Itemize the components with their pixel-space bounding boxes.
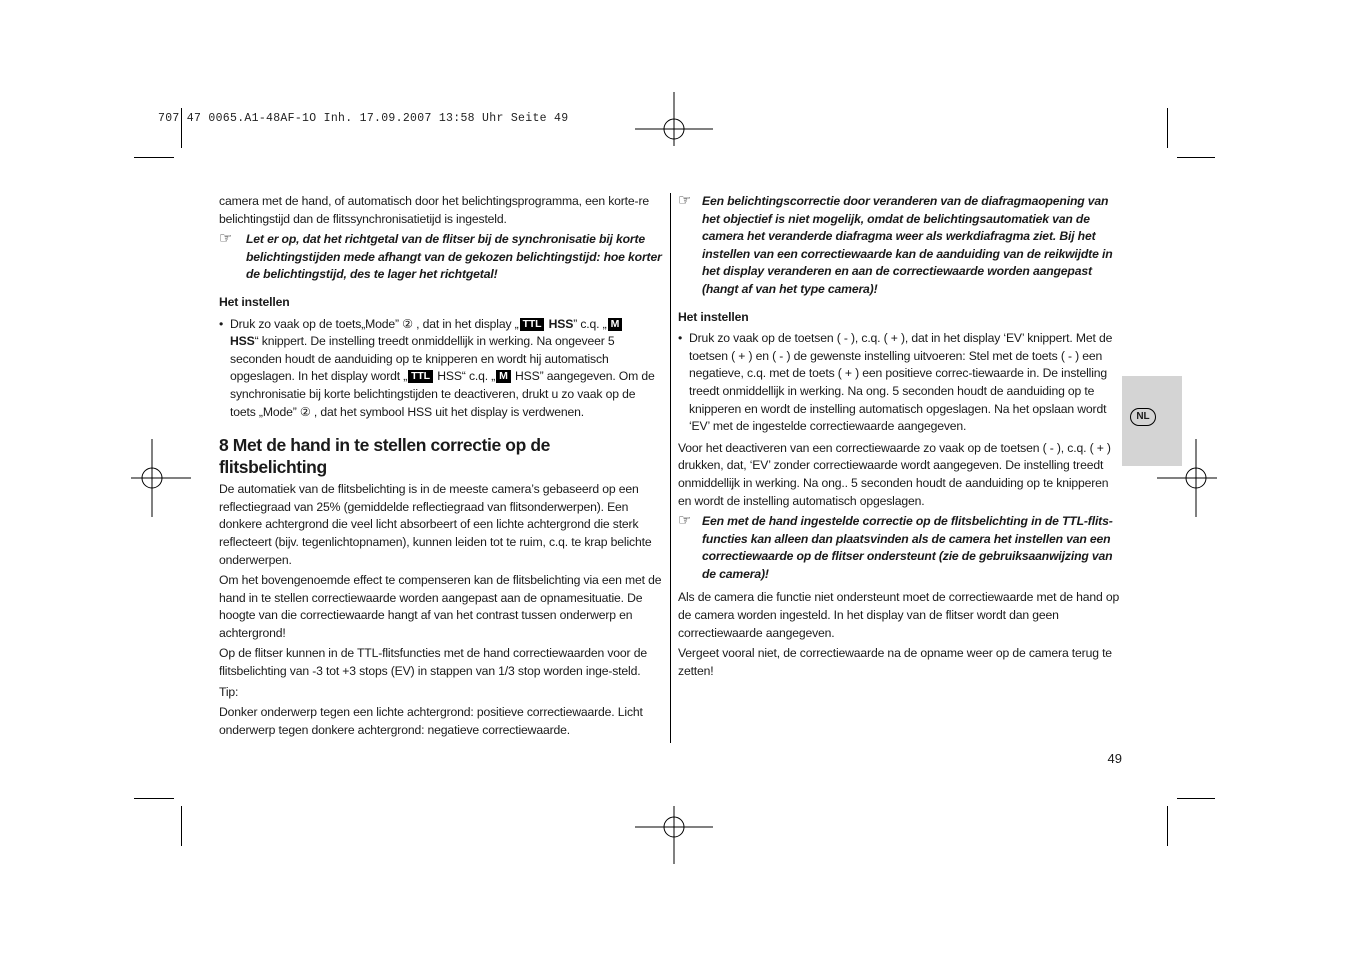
pointing-hand-icon: ☞: [678, 512, 692, 530]
pointing-hand-icon: ☞: [219, 230, 233, 248]
note: [678, 513, 1121, 583]
m-badge: M: [496, 370, 511, 383]
paragraph: Voor het deactiveren van een correctiewaarde zo vaak op de toetsen ( - ), c.q. ( + ) drukken, dat, ‘EV’ zonder correctiewaarde wordt aangegeven. De instelling treedt onmiddellijk in werking. Na ong.. 5 seconden houdt de aanduiding op te knipperen en wordt de instelling automatisch opgeslagen.: [678, 440, 1111, 508]
crop-mark: [1177, 157, 1215, 158]
crop-mark: [181, 108, 182, 148]
paragraph: Als de camera die functie niet ondersteunt moet de correctiewaarde met de hand op de camera worden ingesteld. In het display van de flitser wordt dan geen correctiewaarde aangegeven.: [678, 590, 1120, 640]
bullet-icon: •: [219, 316, 224, 331]
subheading: Het instellen: [678, 309, 749, 324]
crop-mark: [134, 157, 174, 158]
paragraph: De automatiek van de flitsbelichting is in de meeste camera’s gebaseerd op een reflectiegraad van 25% (gemiddelde reflectiegraad van flitsonderwerpen). Een donkere achtergrond die veel licht absorbeert of een lichte achtergrond die sterk reflecteert (bijv. tegenlichtopnamen), kunnen leiden tot te ruim, c.q. te krap belichte onderwerpen.: [219, 482, 652, 567]
paragraph: Om het bovengenoemde effect te compenseren kan de flitsbelichting via een met de hand in te stellen correctiewaarde worden aangepast aan de opnamesituatie. De hoogte van die correctiewaarde hangt af van het contrast tussen onderwerp en achtergrond!: [219, 573, 662, 640]
subheading: Het instellen: [219, 294, 290, 309]
paragraph: Vergeet vooral niet, de correctiewaarde na de opname weer op de camera terug te zetten!: [678, 646, 1112, 678]
list-item: • Druk zo vaak op de toets„Mode” ② , dat in het display „ TTL HSS” c.q. „ M HSS“ knippert. De instelling treedt onmiddellijk in werking. Na ongeveer 5 seconden houdt de aanduiding op te knipperen en wordt hij automatisch opgeslagen. In het display wordt „ TTL HSS“ c.q. „ M HSS” aangegeven. Om de synchronisatie bij korte belichtingstijden te deactiveren, drukt u zo vaak op de toets „Mode” ② , dat het symbool HSS uit het display is verdwenen.: [219, 316, 655, 419]
print-slug: 707 47 0065.A1-48AF-1O Inh. 17.09.2007 13:58 Uhr Seite 49: [158, 112, 569, 125]
list-item: • Druk zo vaak op de toetsen ( - ), c.q. ( + ), dat in het display ‘EV’ knippert. Met de toetsen ( + ) en ( - ) de gewenste instelling uitvoeren: Stel met de toets ( - ) een negatieve, c.q. met de toets ( + ) een positieve correc-tiewaarde in. De instelling treedt onmiddellijk in werking. Na ong. 5 seconden houdt de aanduiding op te knipperen en wordt de instelling automatisch opgeslagen. Na het opslaan wordt ‘EV’ met de ingestelde correctiewaarde aangegeven.: [678, 331, 1113, 434]
paragraph: Op de flitser kunnen in de TTL-flitsfuncties met de hand correctiewaarden voor de flitsbelichting van -3 tot +3 stops (EV) in stappen van 1/3 stop worden inge-steld.: [219, 646, 647, 679]
tip-text: Donker onderwerp tegen een lichte achtergrond: positieve correctiewaarde. Licht onderwerp tegen donkere achtergrond: negatieve correctiewaarde.: [219, 705, 643, 737]
ttl-badge: TTL: [408, 370, 433, 383]
tip-label: Tip:: [219, 684, 239, 699]
crop-mark: [181, 806, 182, 846]
crop-mark: [1167, 108, 1168, 148]
registration-mark-top-icon: [635, 90, 713, 168]
crop-mark: [1167, 806, 1168, 846]
crop-mark: [134, 798, 174, 799]
crop-mark: [1177, 798, 1215, 799]
pointing-hand-icon: ☞: [678, 192, 692, 209]
right-column: [678, 193, 1121, 683]
note-text: Een belichtingscorrectie door veranderen van de diafragmaopening van het objectief is niet mogelijk, omdat de belichtingsautomatiek van de camera het veranderde diafragma weer als werkdiafragma ziet. Bij het instellen van een correctiewaarde kan de aanduiding van de reikwijdte in het display veranderen en aan de correctiewaarde worden aangepast (hangt af van het type camera)!: [702, 194, 1113, 296]
intro-paragraph: camera met de hand, of automatisch door het belichtingsprogramma, een korte-re belichtingstijd dan de flitssynchronisatietijd is ingesteld.: [219, 194, 649, 226]
language-badge: NL: [1130, 408, 1156, 426]
section-heading: 8 Met de hand in te stellen correctie op de flitsbelichting: [219, 435, 550, 478]
ttl-badge: TTL: [520, 318, 545, 331]
note-text: Let er op, dat het richtgetal van de flitser bij de synchronisatie bij korte belichtingstijden mede afhangt van de gekozen belichtingstijd: hoe korter de belichtingstijd, des te lager het richtgetal!: [246, 232, 662, 282]
language-tab: [1122, 376, 1182, 466]
m-badge: M: [608, 318, 623, 331]
bullet-icon: •: [678, 331, 683, 346]
note: [219, 231, 662, 284]
page-number: 49: [1107, 751, 1122, 766]
left-column: [219, 193, 662, 742]
note-text: Een met de hand ingestelde correctie op de flitsbelichting in de TTL-flits-functies kan alleen dan plaatsvinden als de camera het instellen van een correctiewaarde op de flitser ondersteunt (zie de gebruiksaanwijzing van de camera)!: [702, 514, 1113, 581]
column-divider: [670, 193, 671, 743]
note: [678, 193, 1121, 299]
registration-mark-left-icon: [113, 439, 191, 517]
registration-mark-bottom-icon: [635, 788, 713, 866]
